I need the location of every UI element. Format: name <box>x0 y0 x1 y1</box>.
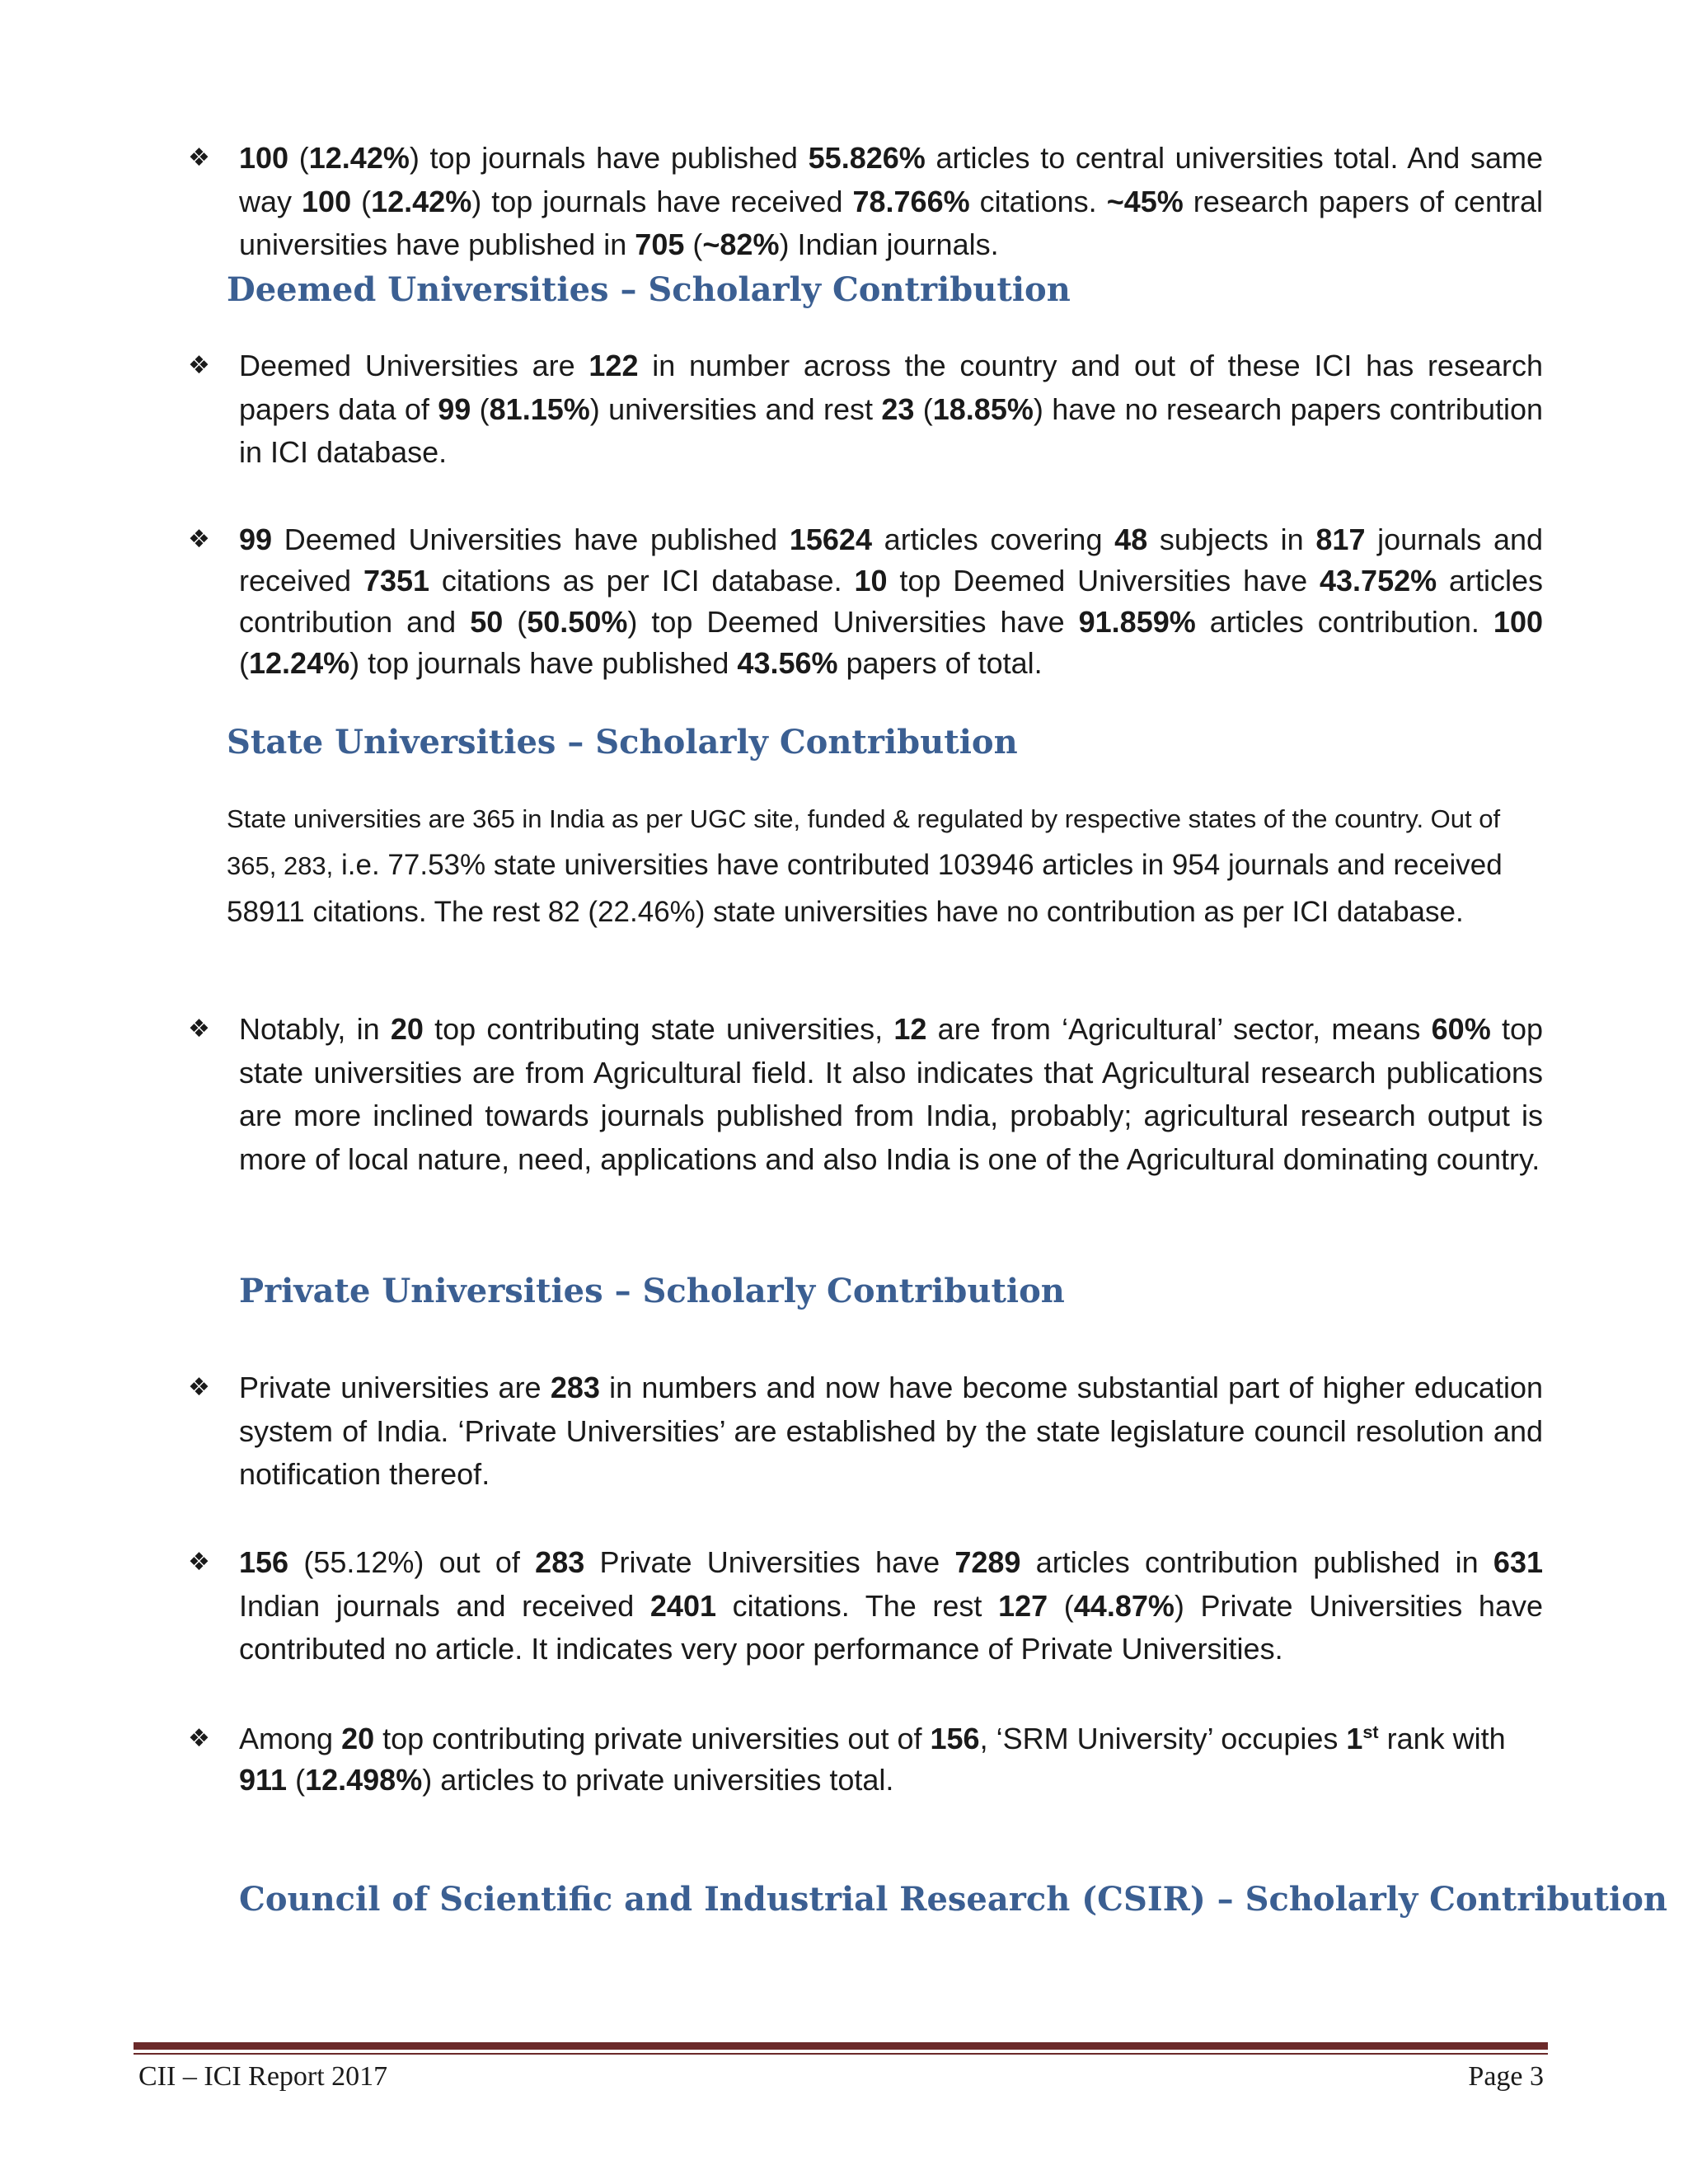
bullet-private-count <box>190 1366 1543 1497</box>
footer-rule-thin <box>134 2053 1548 2055</box>
bullet-text: 156 (55.12%) out of 283 Private Universities have 7289 articles contribution published in 631 Indian journals and received 2401 citations. The rest 127 (44.87%) Private Universities have contributed no article. It indicates very poor performance of Private Universities. <box>239 1545 1543 1666</box>
bullet-text: 100 (12.42%) top journals have published 55.826% articles to central universities total. And same way 100 (12.42%) top journals have received 78.766% citations. ~45% research papers of central universities have published in 705 (~82%) Indian journals. <box>239 141 1543 261</box>
heading-deemed-universities: Deemed Universities – Scholarly Contribution <box>227 270 1071 309</box>
heading-private-universities: Private Universities – Scholarly Contribution <box>239 1272 1065 1310</box>
footer-page-number: Page 3 <box>1468 2061 1544 2092</box>
state-universities-paragraph: State universities are 365 in India as per UGC site, funded & regulated by respective states of the country. Out of 365, 283, i.e. 77.53% state universities have contributed 103946 articles in 954 journals and received 58911 citations. The rest 82 (22.46%) state universities have no contribution as per ICI database. <box>227 804 1503 928</box>
bullet-deemed-articles <box>190 519 1543 684</box>
diamond-bullet-icon: ❖ <box>188 144 210 171</box>
footer-report-title: CII – ICI Report 2017 <box>138 2061 388 2092</box>
diamond-bullet-icon: ❖ <box>188 1374 210 1401</box>
bullet-text: Notably, in 20 top contributing state universities, 12 are from ‘Agricultural’ sector, means 60% top state universities are from Agricultural field. It also indicates that Agricultural research publications are more inclined towards journals published from India, probably; agricultural research output is more of local nature, need, applications and also India is one of the Agricultural dominating country. <box>239 1012 1543 1176</box>
diamond-bullet-icon: ❖ <box>188 1549 210 1576</box>
diamond-bullet-icon: ❖ <box>188 1015 210 1043</box>
footer-rule <box>134 2042 1548 2050</box>
bullet-private-articles <box>190 1541 1543 1671</box>
bullet-text: Deemed Universities are 122 in number across the country and out of these ICI has research papers data of 99 (81.15%) universities and rest 23 (18.85%) have no research papers contribution in ICI database. <box>239 349 1544 469</box>
bullet-text: Private universities are 283 in numbers and now have become substantial part of higher education system of India. ‘Private Universities’ are established by the state legislature council resolution and notification thereof. <box>239 1371 1543 1491</box>
bullet-private-srm <box>190 1718 1543 1801</box>
diamond-bullet-icon: ❖ <box>188 526 210 553</box>
bullet-text: 99 Deemed Universities have published 15624 articles covering 48 subjects in 817 journals and received 7351 citations as per ICI database. 10 top Deemed Universities have 43.752% articles contribution and 50 (50.50%) top Deemed Universities have 91.859% articles contribution. 100 (12.24%) top journals have published 43.56% papers of total. <box>239 523 1544 680</box>
diamond-bullet-icon: ❖ <box>188 352 210 379</box>
diamond-bullet-icon: ❖ <box>188 1725 210 1752</box>
heading-csir: Council of Scientific and Industrial Research (CSIR) – Scholarly Contribution <box>239 1880 1667 1919</box>
bullet-text: Among 20 top contributing private universities out of 156, ‘SRM University’ occupies 1st rank with 911 (12.498%) articles to private universities total. <box>239 1722 1506 1797</box>
bullet-state-agricultural <box>190 1008 1543 1181</box>
bullet-deemed-count <box>190 344 1543 475</box>
heading-state-universities: State Universities – Scholarly Contribution <box>227 723 1018 762</box>
bullet-central-journals <box>190 137 1543 267</box>
